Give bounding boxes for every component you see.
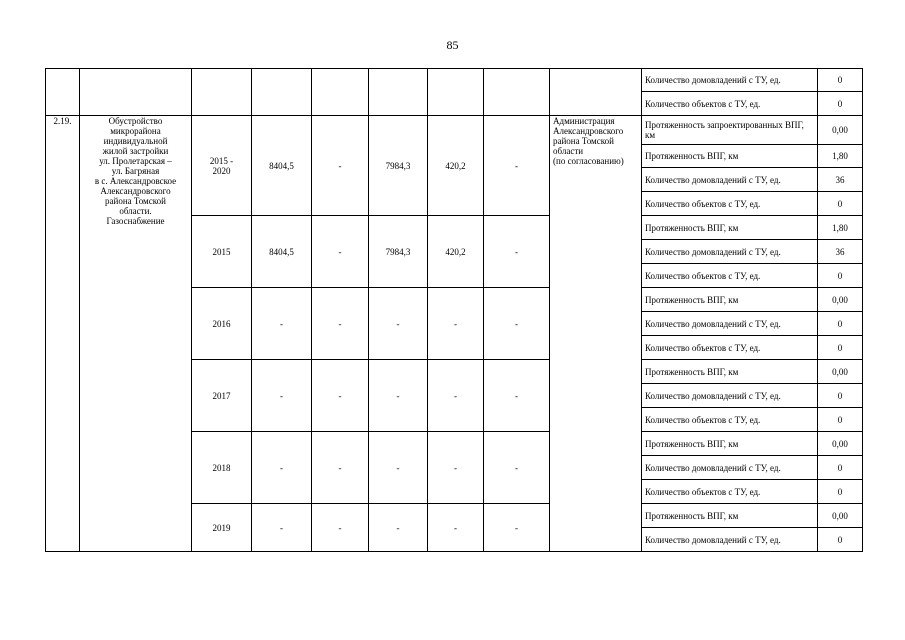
indicator-name: Протяженность ВПГ, км [642, 145, 818, 168]
local-amount: - [428, 360, 484, 432]
local-amount: 420,2 [428, 216, 484, 288]
indicator-name: Количество объектов с ТУ, ед. [642, 480, 818, 504]
indicator-value: 0 [818, 528, 863, 552]
indicator-value: 0,00 [818, 288, 863, 312]
other-amount: - [484, 360, 550, 432]
indicator-name: Протяженность ВПГ, км [642, 216, 818, 240]
indicator-value: 0 [818, 264, 863, 288]
indicator-name: Протяженность ВПГ, км [642, 288, 818, 312]
period-year: 2016 [192, 288, 252, 360]
indicator-name: Протяженность ВПГ, км [642, 504, 818, 528]
total-amount: 8404,5 [252, 216, 312, 288]
indicator-name: Количество домовладений с ТУ, ед. [642, 384, 818, 408]
cell-empty [252, 69, 312, 116]
indicator-value: 0,00 [818, 504, 863, 528]
total-amount: 8404,5 [252, 116, 312, 216]
indicator-name: Протяженность ВПГ, км [642, 432, 818, 456]
indicator-name: Количество домовладений с ТУ, ед. [642, 69, 818, 92]
indicator-name: Количество объектов с ТУ, ед. [642, 264, 818, 288]
other-amount: - [484, 504, 550, 552]
total-amount: - [252, 288, 312, 360]
period-year: 2019 [192, 504, 252, 552]
indicator-value: 0 [818, 192, 863, 216]
regional-amount: - [369, 360, 428, 432]
indicator-value: 0 [818, 312, 863, 336]
period-year: 2018 [192, 432, 252, 504]
executor: Администрация Александровского района Томской области (по согласованию) [550, 116, 642, 552]
indicator-name: Протяженность запроектированных ВПГ, км [642, 116, 818, 145]
indicator-name: Количество объектов с ТУ, ед. [642, 92, 818, 116]
federal-amount: - [312, 216, 369, 288]
cell-empty [80, 69, 192, 116]
other-amount: - [484, 288, 550, 360]
federal-amount: - [312, 288, 369, 360]
indicator-value: 1,80 [818, 145, 863, 168]
indicator-name: Протяженность ВПГ, км [642, 360, 818, 384]
local-amount: 420,2 [428, 116, 484, 216]
item-number: 2.19. [46, 116, 80, 552]
indicator-value: 0,00 [818, 116, 863, 145]
period-year: 2015 - 2020 [192, 116, 252, 216]
cell-empty [46, 69, 80, 116]
indicator-name: Количество объектов с ТУ, ед. [642, 336, 818, 360]
indicator-name: Количество домовладений с ТУ, ед. [642, 528, 818, 552]
table-row [46, 69, 863, 92]
indicator-value: 0 [818, 456, 863, 480]
cell-empty [369, 69, 428, 116]
local-amount: - [428, 504, 484, 552]
other-amount: - [484, 116, 550, 216]
indicator-value: 0 [818, 480, 863, 504]
indicator-value: 0 [818, 336, 863, 360]
federal-amount: - [312, 116, 369, 216]
indicator-value: 0 [818, 92, 863, 116]
indicator-value: 1,80 [818, 216, 863, 240]
indicator-name: Количество домовладений с ТУ, ед. [642, 168, 818, 192]
other-amount: - [484, 432, 550, 504]
regional-amount: 7984,3 [369, 216, 428, 288]
indicator-name: Количество домовладений с ТУ, ед. [642, 240, 818, 264]
indicator-value: 0,00 [818, 432, 863, 456]
regional-amount: - [369, 504, 428, 552]
cell-empty [312, 69, 369, 116]
total-amount: - [252, 432, 312, 504]
item-name: Обустройство микрорайона индивидуальной жилой застройки ул. Пролетарская – ул. Багряная в с. Александровское Александровского района Томской области. Газоснабжение [80, 116, 192, 552]
indicator-name: Количество объектов с ТУ, ед. [642, 192, 818, 216]
indicator-name: Количество домовладений с ТУ, ед. [642, 456, 818, 480]
indicator-value: 0 [818, 408, 863, 432]
indicator-value: 0,00 [818, 360, 863, 384]
total-amount: - [252, 504, 312, 552]
page-number: 85 [446, 38, 459, 52]
regional-amount: - [369, 432, 428, 504]
indicator-value: 36 [818, 240, 863, 264]
cell-empty [550, 69, 642, 116]
local-amount: - [428, 432, 484, 504]
program-table [45, 68, 863, 552]
cell-empty [192, 69, 252, 116]
regional-amount: - [369, 288, 428, 360]
cell-empty [484, 69, 550, 116]
federal-amount: - [312, 504, 369, 552]
other-amount: - [484, 216, 550, 288]
table-row [46, 116, 863, 145]
total-amount: - [252, 360, 312, 432]
period-year: 2017 [192, 360, 252, 432]
indicator-value: 0 [818, 384, 863, 408]
period-year: 2015 [192, 216, 252, 288]
federal-amount: - [312, 360, 369, 432]
regional-amount: 7984,3 [369, 116, 428, 216]
federal-amount: - [312, 432, 369, 504]
indicator-value: 0 [818, 69, 863, 92]
local-amount: - [428, 288, 484, 360]
indicator-value: 36 [818, 168, 863, 192]
cell-empty [428, 69, 484, 116]
indicator-name: Количество домовладений с ТУ, ед. [642, 312, 818, 336]
indicator-name: Количество объектов с ТУ, ед. [642, 408, 818, 432]
